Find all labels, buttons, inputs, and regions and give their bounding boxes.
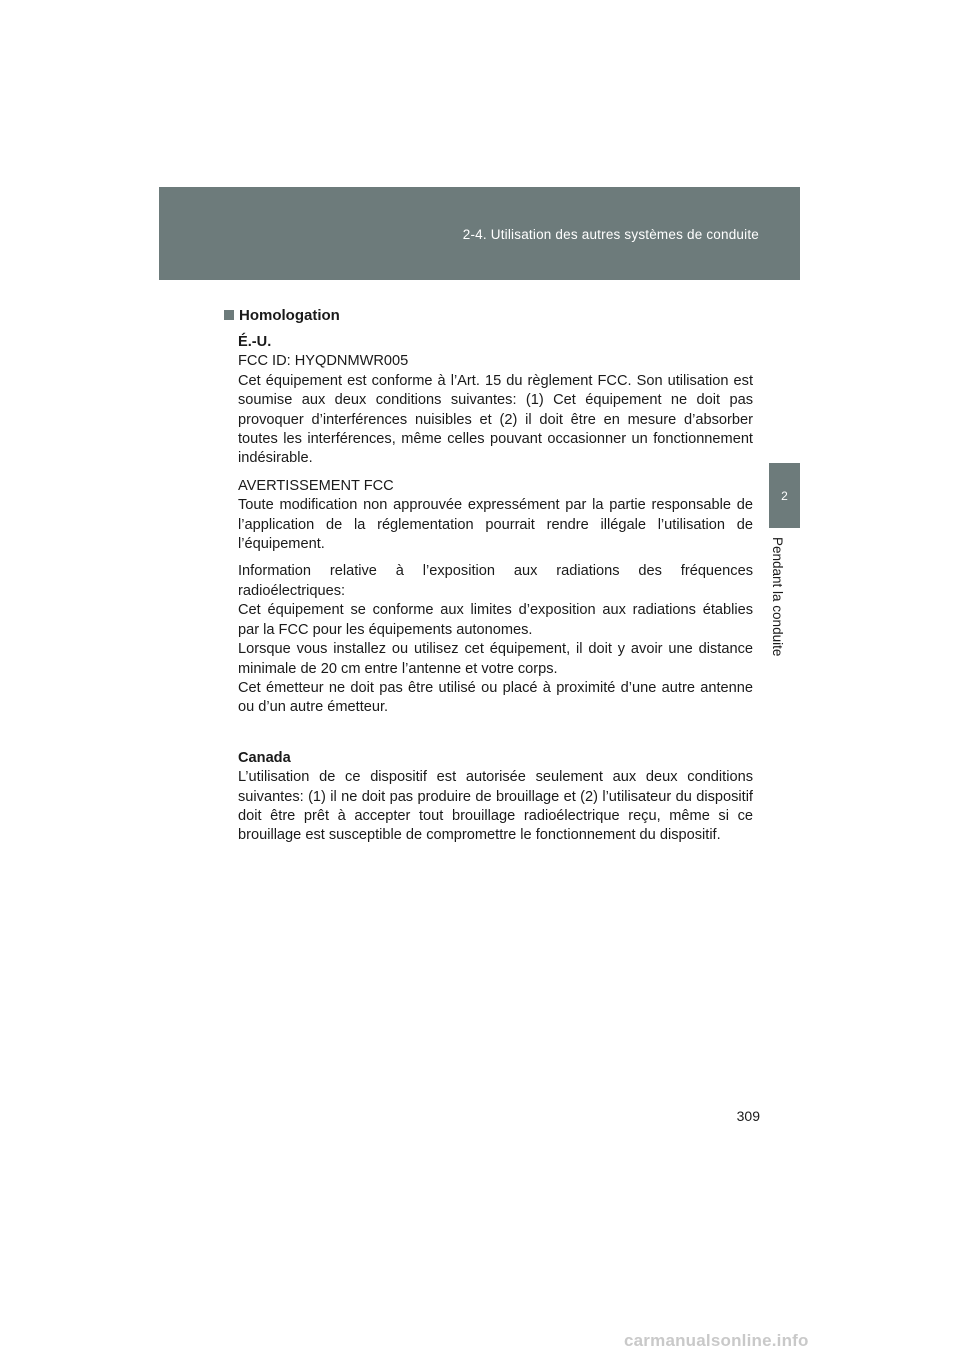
rf-exposure-block [238,562,753,717]
rf-exposure-intro: Information relative à l’exposition aux radiations des fréquences radioélectriques: [238,563,753,599]
watermark: carmanualsonline.info [624,1331,809,1350]
fcc-warning-block [238,477,753,555]
fcc-warning-text: Toute modification non approuvée expressément par la partie responsable de l’application de la réglementation pourrait rendre illégale l’utilisation de l’équipement. [238,497,753,553]
rf-exposure-limits: Cet équipement se conforme aux limites d’exposition aux radiations établies par la FCC pour les équipements autonomes. [238,602,753,638]
chapter-side-tab [769,463,800,528]
page-content [238,333,753,854]
usa-heading: É.-U. [238,334,272,350]
canada-text: L’utilisation de ce dispositif est autorisée seulement aux deux conditions suivantes: (1) il ne doit pas produire de brouillage et (2) l’utilisateur du dispositif doit être prêt à accepter tout brouillage radioélectrique reçu, même si ce brouillage est susceptible de compromettre le fonctionnement du dispositif. [238,769,753,844]
canada-block [238,749,753,846]
rf-colocation-text: Cet émetteur ne doit pas être utilisé ou placé à proximité d’une autre antenne ou d’un autre émetteur. [238,679,753,716]
fcc-compliance-text: Cet équipement est conforme à l’Art. 15 du règlement FCC. Son utilisation est soumise aux deux conditions suivantes: (1) Cet équipement ne doit pas provoquer d’interférences nuisibles et (2) il doit être en mesure d’absorber toutes les interférences, même celles pouvant occasionner un fonctionnement indésirable. [238,372,753,467]
page-number: 309 [736,1108,760,1124]
chapter-header-band [159,187,800,280]
section-title [224,307,340,324]
fcc-id: FCC ID: HYQDNMWR005 [238,353,409,370]
chapter-side-label [772,537,798,677]
spacer [238,726,753,749]
fcc-warning-title: AVERTISSEMENT FCC [238,477,394,494]
usa-block [238,333,753,469]
section-title-text: Homologation [239,307,340,324]
square-bullet-icon [224,310,234,320]
chapter-number: 2 [781,489,788,503]
rf-exposure-distance: Lorsque vous installez ou utilisez cet équipement, il doit y avoir une distance minimale de 20 cm entre l’antenne et votre corps. [238,641,753,677]
header-section-title: 2-4. Utilisation des autres systèmes de conduite [462,227,759,242]
canada-heading: Canada [238,749,291,766]
chapter-label-text: Pendant la conduite [770,537,785,657]
